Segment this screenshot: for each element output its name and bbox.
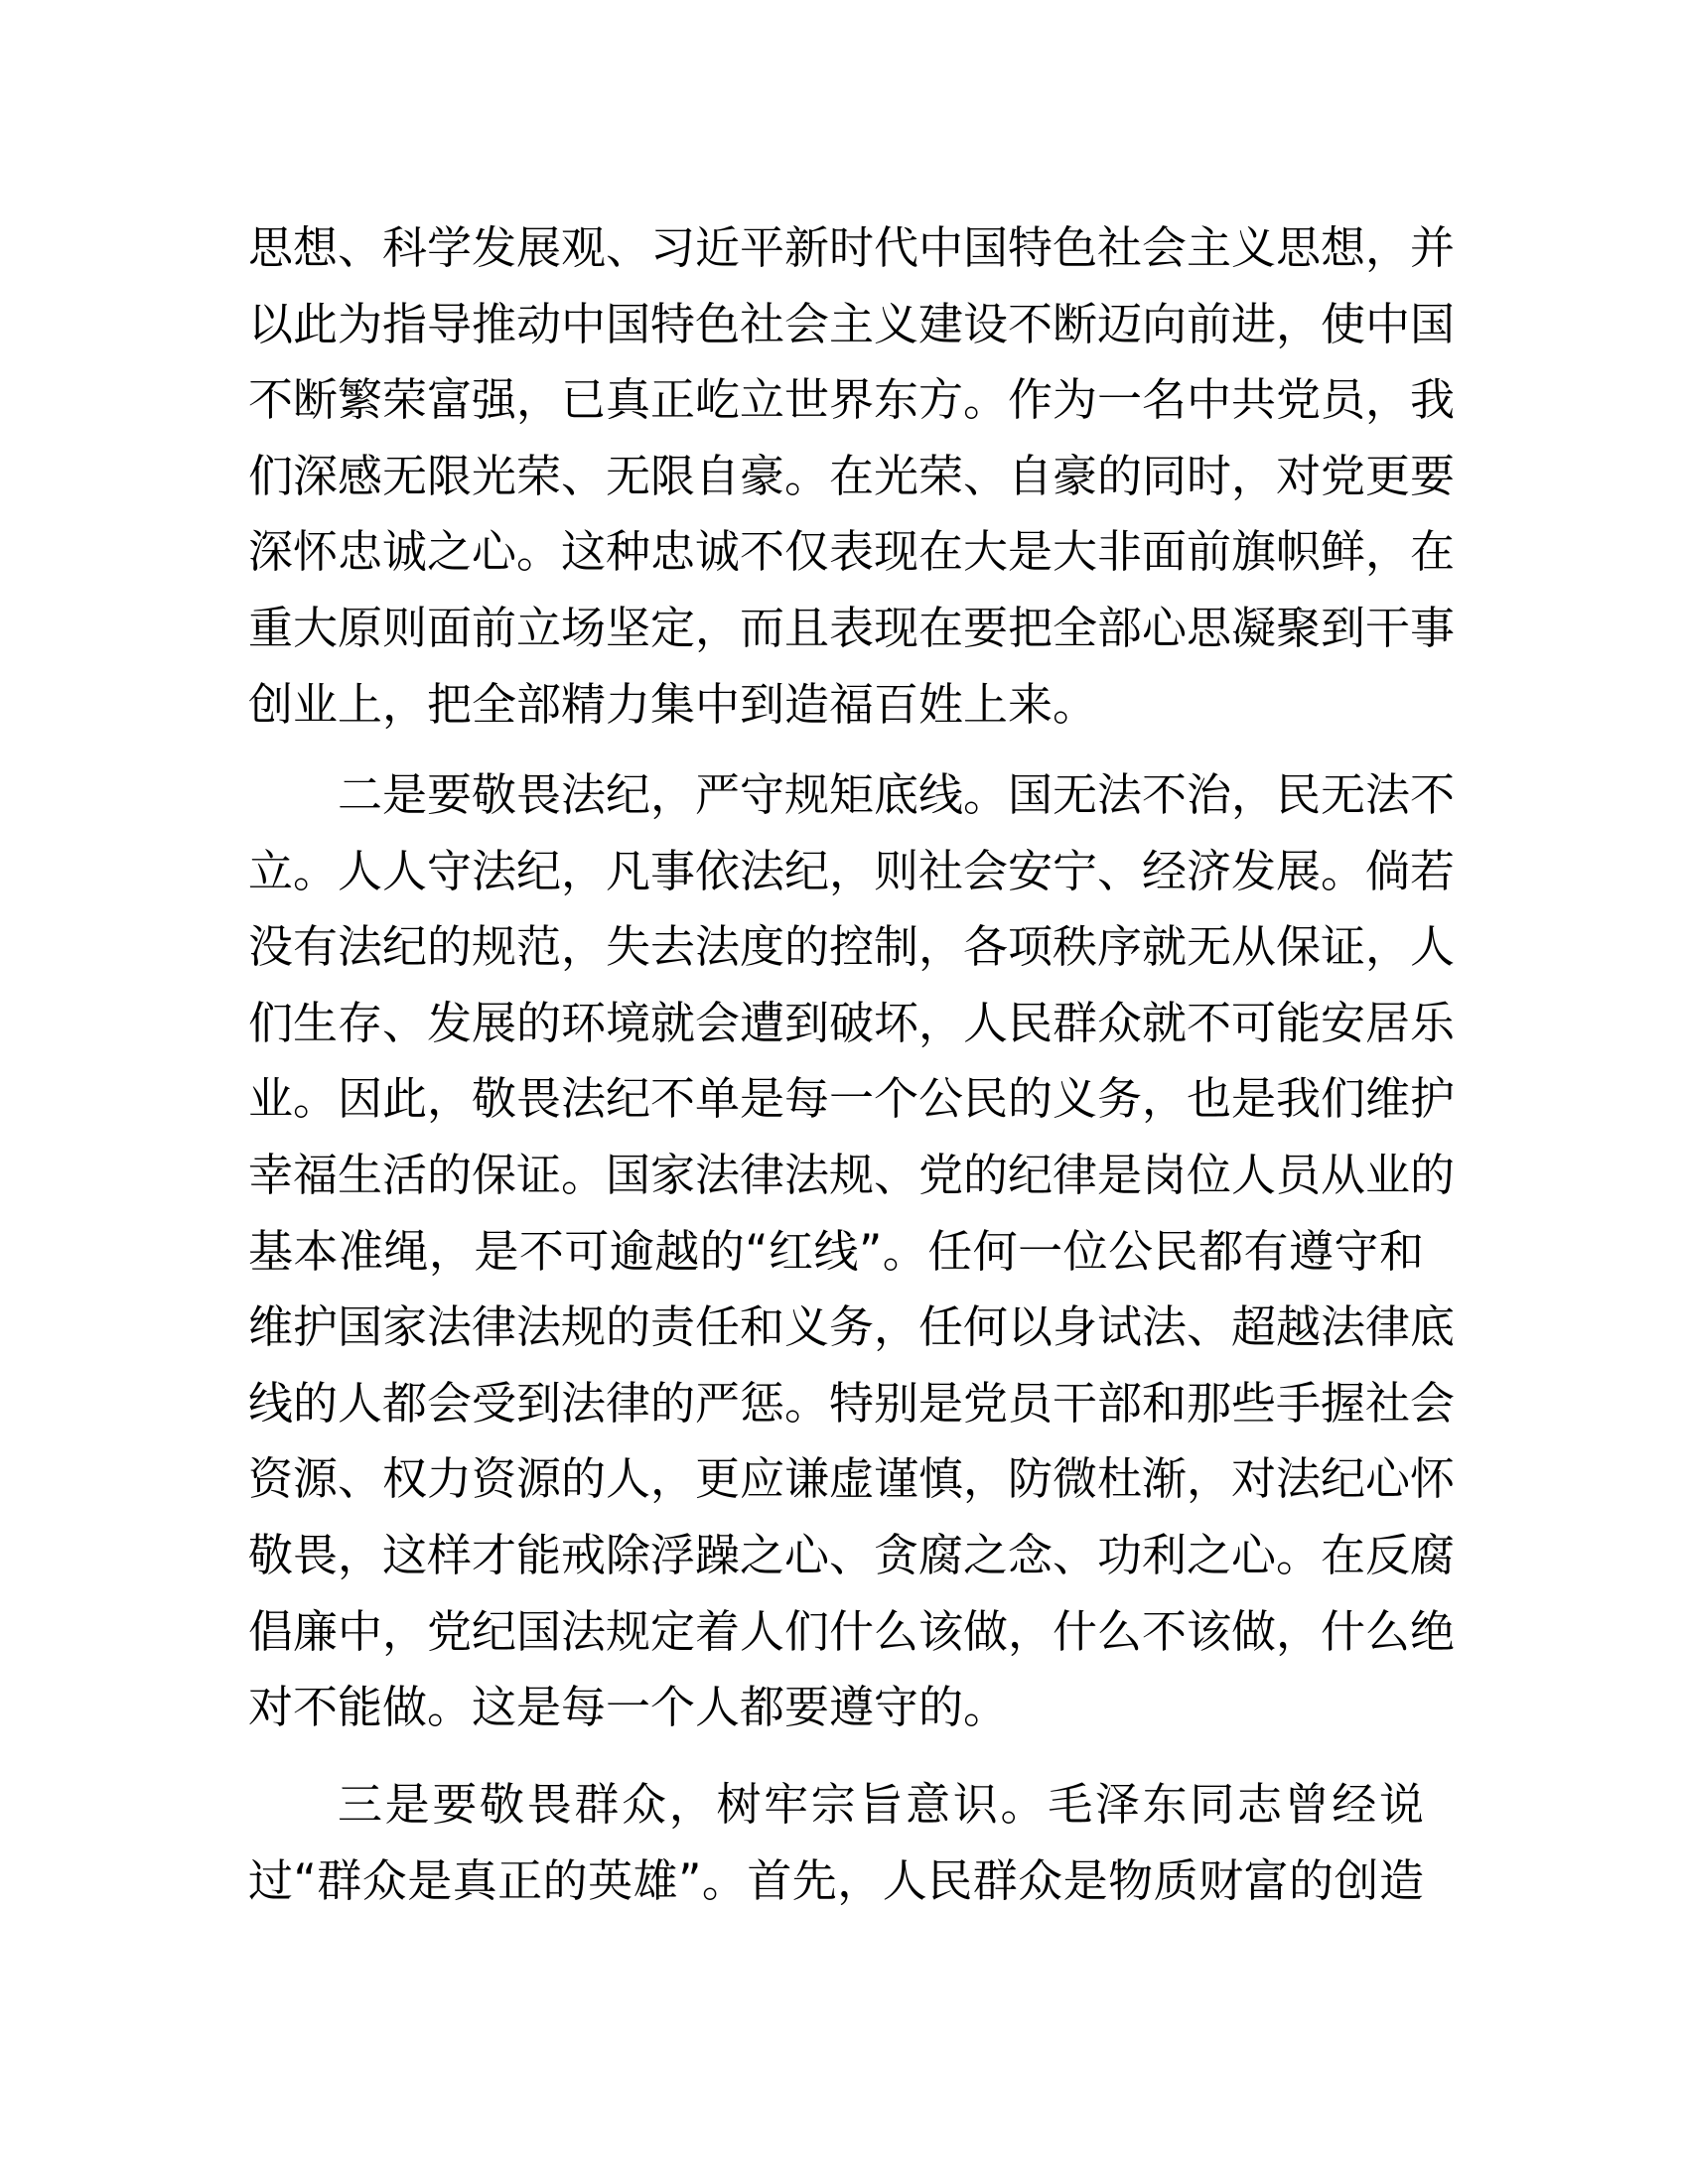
text-line: 线的人都会受到法律的严惩。特别是党员干部和那些手握社会 xyxy=(248,1376,1456,1430)
text-line: 重大原则面前立场坚定，而且表现在要把全部心思凝聚到干事 xyxy=(248,602,1456,654)
text-line: 资源、权力资源的人，更应谦虚谨慎，防微杜渐，对法纪心怀 xyxy=(248,1452,1456,1506)
text-line: 以此为指导推动中国特色社会主义建设不断迈向前进，使中国 xyxy=(248,297,1456,350)
text-line: 维护国家法律法规的责任和义务，任何以身试法、超越法律底 xyxy=(248,1300,1456,1354)
text-line: 对不能做。这是每一个人都要遵守的。 xyxy=(248,1681,1009,1734)
text-line: 二是要敬畏法纪，严守规矩底线。国无法不治，民无法不 xyxy=(338,768,1456,821)
text-line: 立。人人守法纪，凡事依法纪，则社会安宁、经济发展。倘若 xyxy=(248,844,1456,897)
text-line: 过“群众是真正的英雄”。首先，人民群众是物质财富的创造 xyxy=(248,1853,1424,1907)
text-line: 敬畏，这样才能戒除浮躁之心、贪腐之念、功利之心。在反腐 xyxy=(248,1529,1456,1581)
text-line: 基本准绳，是不可逾越的“红线”。任何一位公民都有遵守和 xyxy=(248,1224,1424,1278)
text-line: 思想、科学发展观、习近平新时代中国特色社会主义思想，并 xyxy=(248,221,1456,274)
text-line: 倡廉中，党纪国法规定着人们什么该做，什么不该做，什么绝 xyxy=(248,1604,1456,1658)
text-line: 不断繁荣富强，已真正屹立世界东方。作为一名中共党员，我 xyxy=(248,373,1456,427)
text-line: 业。因此，敬畏法纪不单是每一个公民的义务，也是我们维护 xyxy=(248,1072,1456,1126)
text-line: 没有法纪的规范，失去法度的控制，各项秩序就无从保证，人 xyxy=(248,920,1456,974)
text-line: 们生存、发展的环境就会遭到破坏，人民群众就不可能安居乐 xyxy=(248,996,1456,1049)
text-line: 们深感无限光荣、无限自豪。在光荣、自豪的同时，对党更要 xyxy=(248,449,1456,502)
text-line: 深怀忠诚之心。这种忠诚不仅表现在大是大非面前旗帜鲜，在 xyxy=(248,525,1456,579)
text-line: 创业上，把全部精力集中到造福百姓上来。 xyxy=(248,677,1098,731)
text-line: 幸福生活的保证。国家法律法规、党的纪律是岗位人员从业的 xyxy=(248,1149,1456,1201)
text-line: 三是要敬畏群众，树牢宗旨意识。毛泽东同志曾经说 xyxy=(338,1778,1424,1831)
